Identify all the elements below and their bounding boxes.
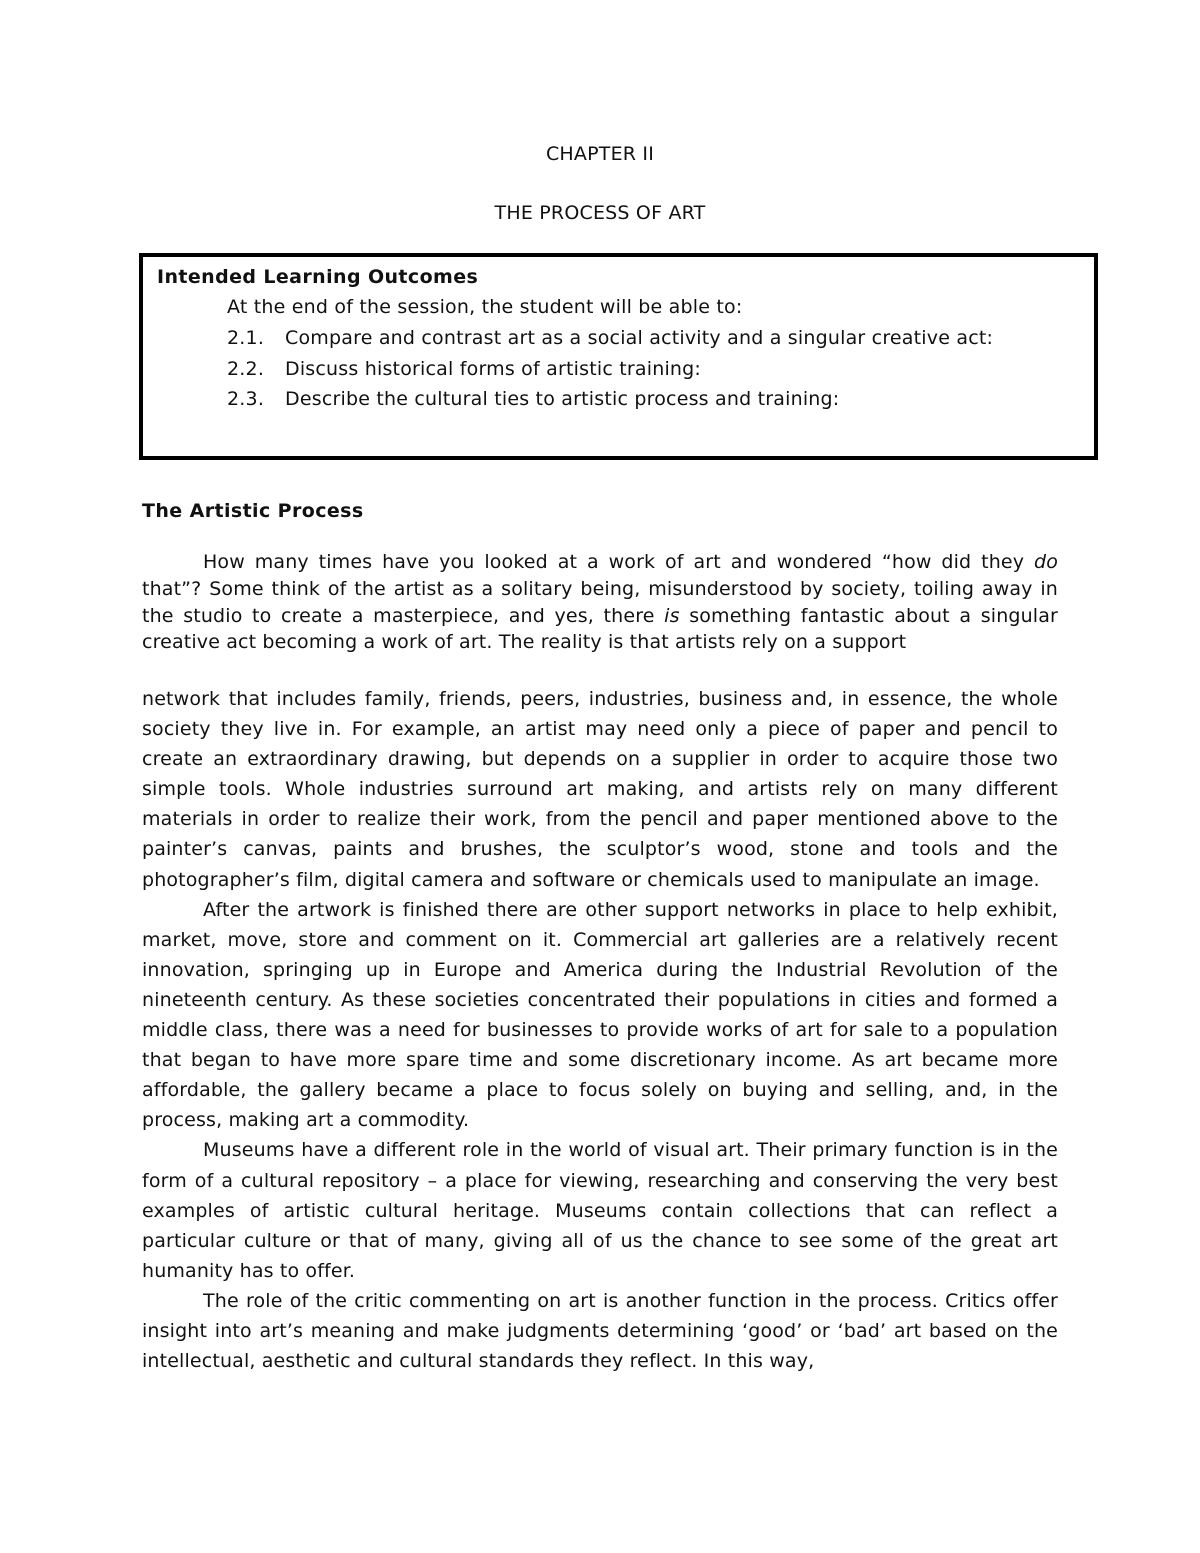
paragraph-critics: The role of the critic commenting on art is another function in the process. Critics offer insight into art’s meaning and make judgments determining ‘good’ or ‘bad’ art based on the intellectual, aesthetic and cultural standards they reflect. In this way, — [142, 1289, 1058, 1373]
learning-outcome-item — [227, 388, 993, 419]
chapter-title: THE PROCESS OF ART — [494, 202, 706, 224]
paragraph-intro — [142, 549, 1058, 656]
paragraph-text: that”? Some think of the artist as a solitary being, misunderstood by society, toiling away in the studio to create a masterpiece, and yes, there — [142, 577, 1058, 627]
outcome-text: Compare and contrast art as a social activity and a singular creative act: — [285, 327, 994, 349]
learning-outcomes-box — [139, 253, 1098, 460]
paragraph-text: How many times have you looked at a work of art and wondered “how did they — [203, 551, 1034, 573]
learning-outcomes-intro: At the end of the session, the student will be able to: — [227, 296, 743, 318]
outcome-text: Discuss historical forms of artistic training: — [285, 357, 702, 380]
learning-outcomes-heading: Intended Learning Outcomes — [157, 266, 479, 288]
paragraph-support-network: network that includes family, friends, peers, industries, business and, in essence, the whole society they live in. For example, an artist may need only a piece of paper and pencil to create an extraordinary drawing, but depends on a supplier in order to acquire those two simple tools. Whole industries surround art making, and artists rely on many different materials in order to realize their work, from the pencil and paper mentioned above to the painter’s canvas, paints and brushes, the sculptor’s wood, stone and tools and the photographer’s film, digital camera and software or chemicals used to manipulate an image. — [142, 688, 1058, 891]
outcome-number: 2.3. — [227, 388, 265, 410]
outcome-number: 2.2. — [227, 357, 265, 380]
outcome-number: 2.1. — [227, 327, 265, 349]
learning-outcomes-list — [227, 327, 993, 419]
learning-outcome-item — [227, 358, 993, 389]
emphasis-text: do — [1034, 551, 1058, 573]
paragraph-museums: Museums have a different role in the world of visual art. Their primary function is in the form of a cultural repository – a place for viewing, researching and conserving the very best examples of artistic cultural heritage. Museums contain collections that can reflect a particular culture or that of many, giving all of us the chance to see some of the great art humanity has to offer. — [142, 1139, 1058, 1282]
outcome-text: Describe the cultural ties to artistic process and training: — [285, 388, 840, 410]
body-text — [142, 684, 1058, 1376]
section-title: The Artistic Process — [142, 500, 364, 522]
learning-outcome-item — [227, 327, 993, 358]
emphasis-text: is — [664, 604, 680, 627]
chapter-label: CHAPTER II — [545, 143, 655, 165]
paragraph-galleries: After the artwork is finished there are other support networks in place to help exhibit, market, move, store and comment on it. Commercial art galleries are a relatively recent innovation, springing up in Europe and America during the Industrial Revolution of the nineteenth century. As these societies concentrated their populations in cities and formed a middle class, there was a need for businesses to provide works of art for sale to a population that began to have more spare time and some discretionary income. As art became more affordable, the gallery became a place to focus solely on buying and selling, and, in the process, making art a commodity. — [142, 898, 1058, 1132]
paragraph-text: something fantastic about a singular creative act becoming a work of art. The reality is that artists rely on a support — [142, 604, 1058, 654]
